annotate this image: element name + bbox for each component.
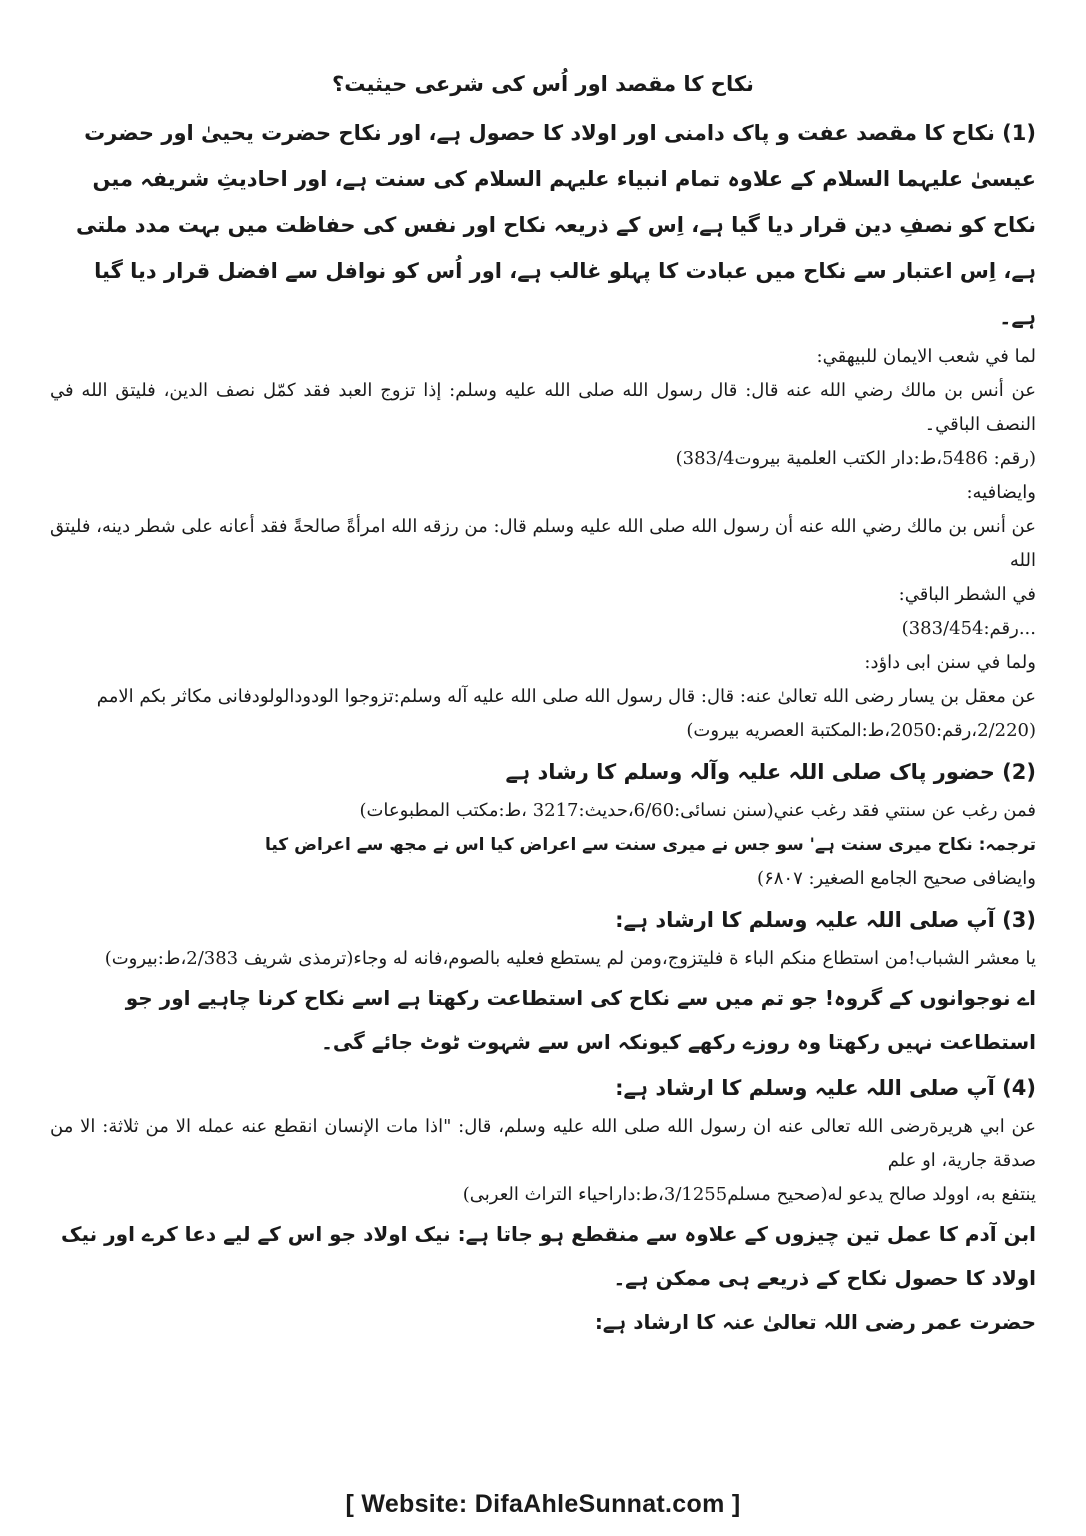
page-title: نکاح کا مقصد اور اُس کی شرعی حیثیت؟ xyxy=(332,72,754,96)
document-body xyxy=(50,72,1036,1344)
reference-3: (2/220،رقم:2050،ط:المکتبة العصریه بیروت) xyxy=(686,720,1036,741)
section-heading-2: (2) حضور پاک صلی اللہ علیہ وآلہ وسلم کا رشاد ہے xyxy=(505,760,1036,784)
hadith-2: عن أنس بن مالك رضي الله عنه أن رسول الله صلى الله عليه وسلم قال: من رزقه الله امرأةً صالحةً فقد أعانه على شطر دينه، فليتق الله xyxy=(50,516,1036,571)
closing-line: حضرت عمر رضی اللہ تعالیٰ عنہ کا ارشاد ہے: xyxy=(594,1310,1036,1334)
hadith-6: عن ابي هريرةرضی الله تعالی عنه ان رسول الله صلى الله عليه وسلم، قال: "اذا مات الإنسان انقطع عنه عمله الا من ثلاثة: الا من صدقة جارية، او علم xyxy=(50,1116,1036,1171)
paragraph-1: (1) نکاح کا مقصد عفت و پاک دامنی اور اولاد کا حصول ہے، اور نکاح حضرت یحییٰ اور حضرت عیسیٰ علیہما السلام کے علاوہ تمام انبیاء علیہم السلام کی سنت ہے، اور احادیثِ شریفہ میں نکاح کو نصفِ دین قرار دیا گیا ہے، اِس کے ذریعہ نکاح اور نفس کی حفاظت میں بہت مدد ملتی ہے، اِس اعتبار سے نکاح میں عبادت کا پہلو غالب ہے، اور اُس کو نوافل سے افضل قرار دیا گیا ہے۔ xyxy=(75,121,1036,329)
hadith-3: عن معقل بن یسار رضی الله تعالیٰ عنه: قال: قال رسول الله صلی الله علیه آله وسلم:تزوجوا الودودالولودفانی مکاثر بکم الامم xyxy=(96,686,1036,707)
website-footer: [ Website: DifaAhleSunnat.com ] xyxy=(345,1490,741,1518)
hadith-4: فمن رغب عن سنتي فقد رغب عني(سنن نسائی:6/60،حدیث:3217 ،ط:مکتب المطبوعات) xyxy=(359,800,1036,821)
section-heading-4: (4) آپ صلی اللہ علیہ وسلم کا ارشاد ہے: xyxy=(615,1076,1036,1100)
translation-6: ابن آدم کا عمل تین چیزوں کے علاوہ سے منقطع ہو جاتا ہے: نیک اولاد جو اس کے لیے دعا کرے اور نیک اولاد کا حصول نکاح کے ذریعے ہی ممکن ہے۔ xyxy=(61,1222,1036,1290)
reference-4: وایضافی صحیح الجامع الصغیر: ۶۸۰۷) xyxy=(757,868,1036,889)
hadith-1: عن أنس بن مالك رضي الله عنه قال: قال رسول الله صلى الله عليه وسلم: إذا تزوج العبد فقد كمّل نصف الدين، فليتق الله في النصف الباقي۔ xyxy=(50,380,1036,435)
source-2: وایضافیه: xyxy=(966,482,1036,503)
section-heading-3: (3) آپ صلی اللہ علیہ وسلم کا ارشاد ہے: xyxy=(615,908,1036,932)
translation-4: ترجمہ: نکاح میری سنت ہے' سو جس نے میری سنت سے اعراض کیا اس نے مجھ سے اعراض کیا xyxy=(264,835,1036,855)
source-shuab-al-iman: لما في شعب الایمان للبیهقي: xyxy=(816,346,1036,367)
source-abu-dawud: ولما في سنن ابی داؤد: xyxy=(864,652,1036,673)
reference-1: (رقم: 5486،ط:دار الكتب العلمية بيروت383/4) xyxy=(675,448,1036,469)
translation-5: اے نوجوانوں کے گروہ! جو تم میں سے نکاح کی استطاعت رکھتا ہے اسے نکاح کرنا چاہیے اور جو استطاعت نہیں رکھتا وہ روزے رکھے کیونکہ اس سے شہوت ٹوٹ جائے گی۔ xyxy=(125,986,1036,1054)
reference-2: ...رقم:383/454) xyxy=(901,618,1036,639)
hadith-2-continued: في الشطر الباقي: xyxy=(898,584,1036,605)
hadith-5: یا معشر الشباب!من استطاع منکم الباء ة فلیتزوج،ومن لم یستطع فعلیه بالصوم،فانه له وجاء(ترمذی شریف 2/383،ط:بیروت) xyxy=(104,948,1036,969)
hadith-6-continued: ينتفع به، اوولد صالح يدعو له(صحیح مسلم3/1255،ط:داراحیاء التراث العربی) xyxy=(462,1184,1036,1205)
